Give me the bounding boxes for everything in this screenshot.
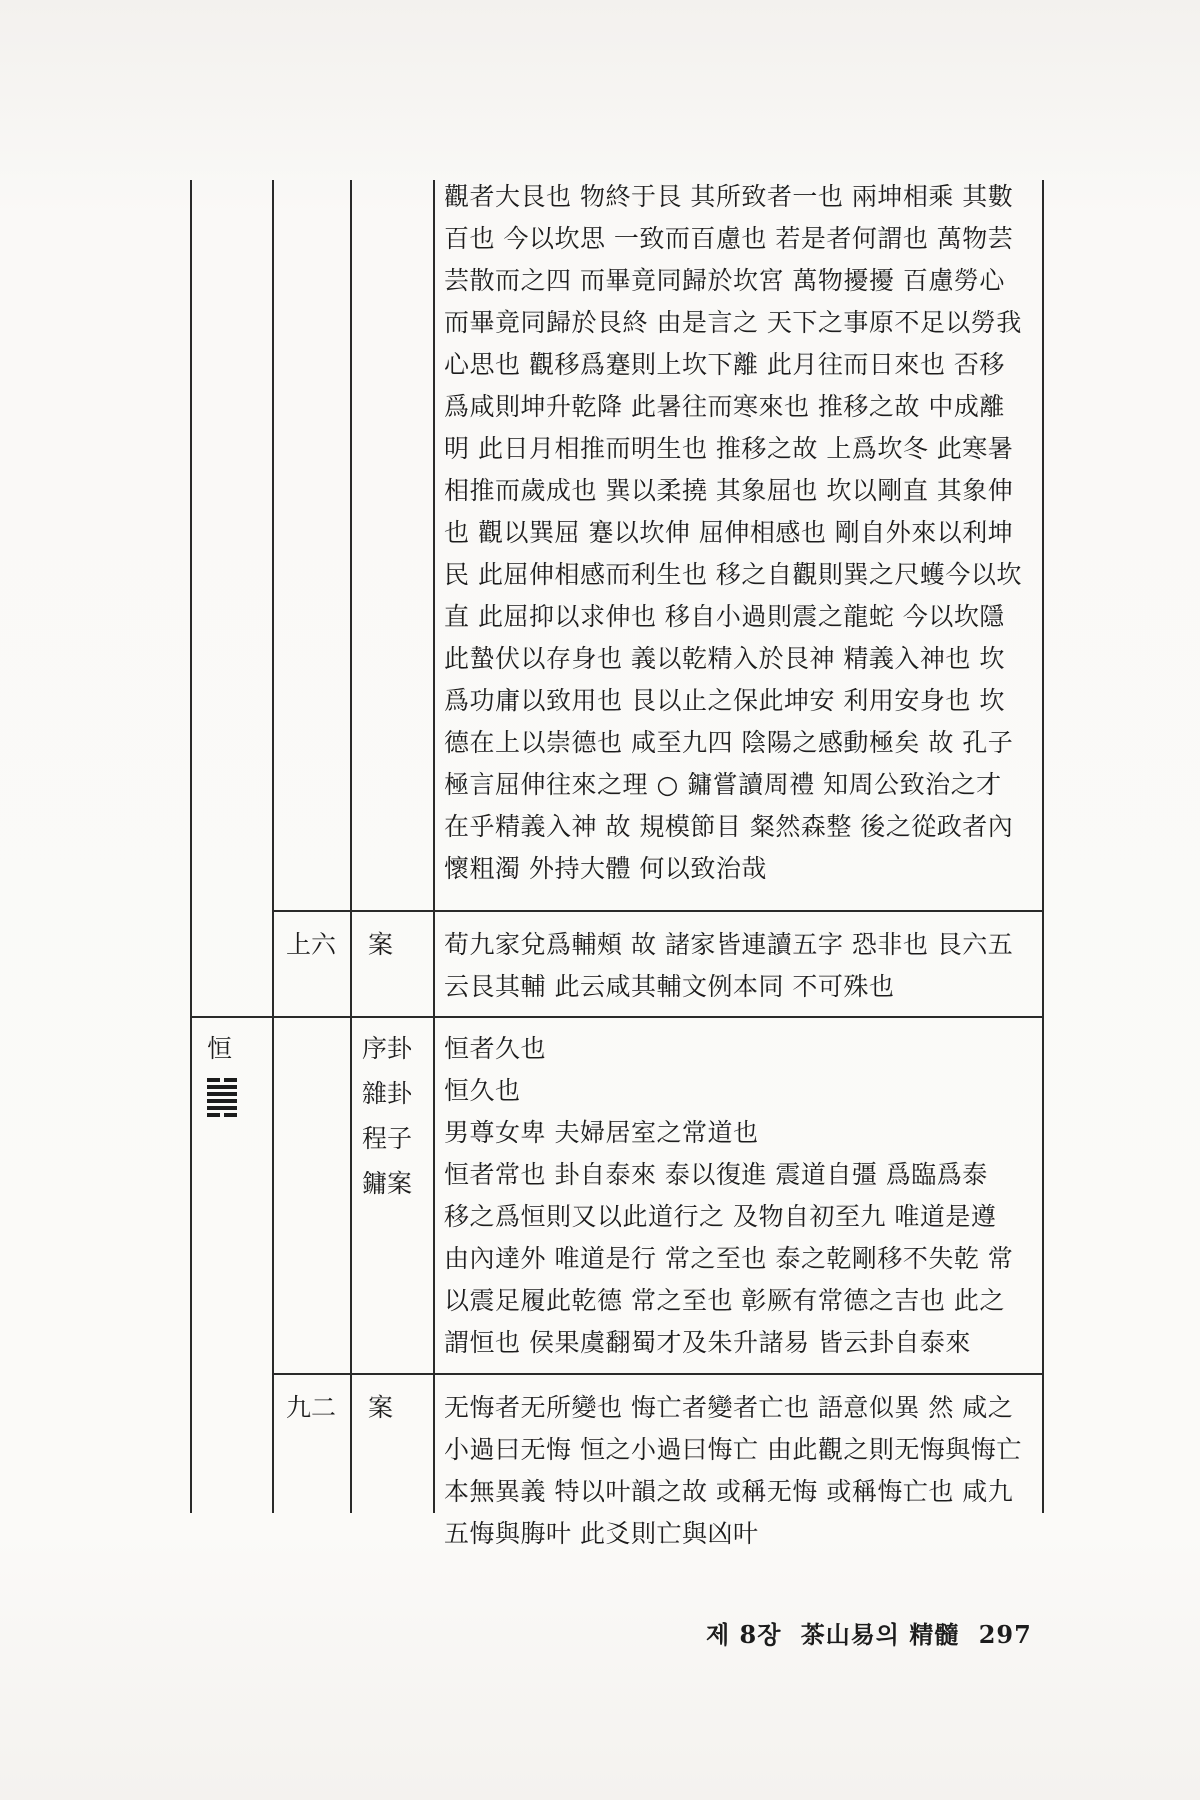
text-line: 百也 今以坎思 一致而百慮也 若是者何謂也 萬物芸 (444, 224, 1014, 253)
source-label: 鏞案 (362, 1169, 413, 1198)
hexagram-line (207, 1099, 237, 1103)
text-line: 恒者久也 (444, 1034, 547, 1063)
text-line: 小過曰无悔 恒之小過曰悔亡 由此觀之則无悔與悔亡 (444, 1435, 1022, 1464)
page-footer (706, 1615, 1042, 1650)
text-line: 爲咸則坤升乾降 此暑往而寒來也 推移之故 中成離 (444, 392, 1005, 421)
commentary-text-heng (444, 1028, 1013, 1364)
hexagram-line (207, 1092, 237, 1096)
row-rule-jiuer (272, 1373, 1044, 1375)
text-line: 明 此日月相推而明生也 推移之故 上爲坎冬 此寒暑 (444, 434, 1014, 463)
text-line: 此蟄伏以存身也 義以乾精入於艮神 精義入神也 坎 (444, 644, 1005, 673)
text-line: 爲功庸以致用也 艮以止之保此坤安 利用安身也 坎 (444, 686, 1005, 715)
text-line: 而畢竟同歸於艮終 由是言之 天下之事原不足以勞我 (444, 308, 1022, 337)
hexagram-line (207, 1106, 237, 1110)
text-line: 芸散而之四 而畢竟同歸於坎宮 萬物擾擾 百慮勞心 (444, 266, 1005, 295)
source-labels (362, 1026, 412, 1206)
table-column-rule-1 (272, 180, 274, 1513)
text-line: 本無異義 特以叶韻之故 或稱无悔 或稱悔亡也 咸九 (444, 1477, 1014, 1506)
text-line: 云艮其輔 此云咸其輔文例本同 不可殊也 (444, 972, 895, 1001)
table-border-left (190, 180, 192, 1513)
line-position-label: 九二 (286, 1393, 337, 1422)
text-line: 極言屈伸往來之理 ○ 鏞嘗讀周禮 知周公致治之才 (444, 770, 1002, 799)
text-line: 移之爲恒則又以此道行之 及物自初至九 唯道是遵 (444, 1202, 997, 1231)
source-label: 序卦 (362, 1034, 413, 1063)
commentary-text-shangliu (444, 924, 1013, 1008)
text-line: 男尊女卑 夫婦居室之常道也 (444, 1118, 759, 1147)
text-line: 由內達外 唯道是行 常之至也 泰之乾剛移不失乾 常 (444, 1244, 1014, 1273)
text-line: 謂恒也 侯果虞翻蜀才及朱升諸易 皆云卦自泰來 (444, 1328, 971, 1357)
text-line: 恒久也 (444, 1076, 521, 1105)
commentary-text-continued (444, 176, 1022, 890)
hexagram-line (207, 1113, 237, 1117)
line-position-label: 上六 (286, 930, 337, 959)
text-line: 五悔與脢叶 此爻則亡與凶叶 (444, 1519, 759, 1548)
commentary-text-jiuer (444, 1387, 1022, 1555)
text-line: 以震足履此乾德 常之至也 彰厥有常德之吉也 此之 (444, 1286, 1005, 1315)
row-rule-heng (190, 1016, 1044, 1018)
text-line: 无悔者无所變也 悔亡者變者亡也 語意似異 然 咸之 (444, 1393, 1014, 1422)
hexagram-line (207, 1078, 237, 1082)
commentary-type-label: 案 (368, 930, 394, 959)
commentary-type-label: 案 (368, 1393, 394, 1422)
chapter-title: 茶山易의 精髓 (800, 1620, 960, 1649)
text-line: 相推而歲成也 巽以柔撓 其象屈也 坎以剛直 其象伸 (444, 476, 1014, 505)
text-line: 恒者常也 卦自泰來 泰以復進 震道自彊 爲臨爲泰 (444, 1160, 988, 1189)
chapter-label: 제 8장 (706, 1620, 782, 1649)
hexagram-name: 恒 (207, 1034, 233, 1063)
text-line: 直 此屈抑以求伸也 移自小過則震之龍蛇 今以坎隱 (444, 602, 1005, 631)
text-line: 荀九家兌爲輔頰 故 諸家皆連讀五字 恐非也 艮六五 (444, 930, 1014, 959)
table-border-right (1042, 180, 1044, 1513)
text-line: 德在上以崇德也 咸至九四 陰陽之感動極矣 故 孔子 (444, 728, 1014, 757)
text-line: 心思也 觀移爲蹇則上坎下離 此月往而日來也 否移 (444, 350, 1005, 379)
text-line: 民 此屈伸相感而利生也 移之自觀則巽之尺蠖今以坎 (444, 560, 1022, 589)
table-column-rule-2 (350, 180, 352, 1513)
text-line: 懷粗濁 外持大體 何以致治哉 (444, 854, 767, 883)
source-label: 雜卦 (362, 1079, 413, 1108)
text-line: 也 觀以巽屈 蹇以坎伸 屈伸相感也 剛自外來以利坤 (444, 518, 1014, 547)
page-number: 297 (978, 1620, 1032, 1649)
source-label: 程子 (362, 1124, 413, 1153)
row-rule-shangliu (272, 910, 1044, 912)
table-column-rule-3 (433, 180, 435, 1513)
heng-hexagram-icon (207, 1078, 237, 1120)
text-line: 觀者大艮也 物終于艮 其所致者一也 兩坤相乘 其數 (444, 182, 1014, 211)
text-line: 在乎精義入神 故 規模節目 粲然森整 後之從政者內 (444, 812, 1014, 841)
hexagram-line (207, 1085, 237, 1089)
